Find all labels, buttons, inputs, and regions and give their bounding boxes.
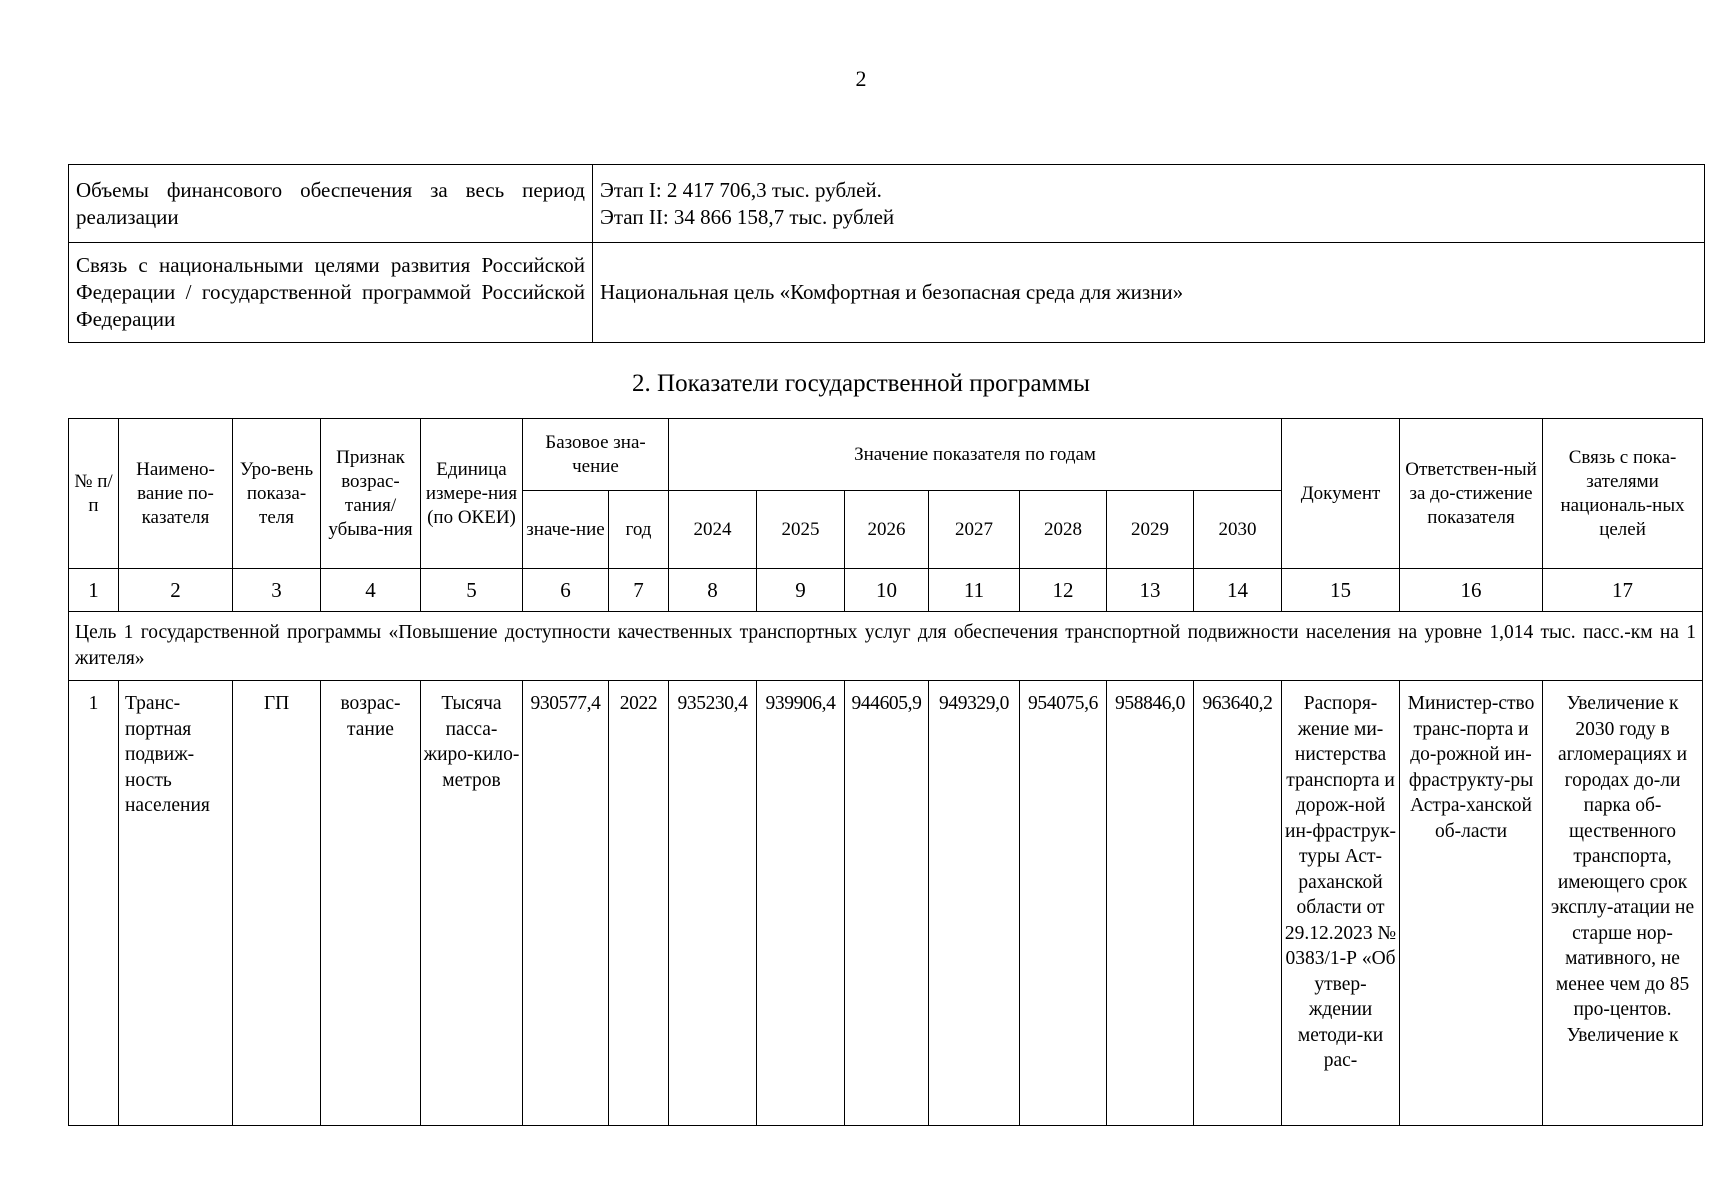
header-year: 2025 [757, 491, 845, 569]
column-number: 16 [1400, 569, 1543, 612]
row-name: Транс-портная подвиж-ность населения [119, 681, 233, 1126]
row-value: 944605,9 [845, 681, 929, 1126]
row-value: 958846,0 [1107, 681, 1194, 1126]
indicators-table [68, 418, 1703, 1126]
row-document: Распоря-жение ми-нистерства транспорта и дорож-ной ин-фраструк-туры Аст-раханской области от 29.12.2023 № 0383/1-Р «Об утвер-ждении методи-ки рас- [1282, 681, 1400, 1126]
column-number: 7 [609, 569, 669, 612]
column-number: 15 [1282, 569, 1400, 612]
header-year: 2028 [1020, 491, 1107, 569]
page-number: 2 [855, 66, 867, 91]
header-trend: Признак возрас-тания/ убыва-ния [321, 419, 421, 569]
national-goal-text: Национальная цель «Комфортная и безопасная среда для жизни» [600, 280, 1184, 304]
header-year: 2024 [669, 491, 757, 569]
header-document: Документ [1282, 419, 1400, 569]
column-number: 10 [845, 569, 929, 612]
summary-label-financing: Объемы финансового обеспечения за весь период реализации [69, 165, 593, 243]
summary-table [68, 164, 1705, 343]
row-value: 963640,2 [1194, 681, 1282, 1126]
row-value: 935230,4 [669, 681, 757, 1126]
column-number: 12 [1020, 569, 1107, 612]
summary-row-national-goals [69, 243, 1705, 343]
column-number: 3 [233, 569, 321, 612]
financing-stage-1: Этап I: 2 417 706,3 тыс. рублей. [600, 177, 882, 202]
header-year: 2029 [1107, 491, 1194, 569]
row-link: Увеличение к 2030 году в агломерациях и городах до-ли парка об-щественного транспорта, имеющего срок эксплу-атации не старше нор-мативного, не менее чем до 85 про-центов. Увеличение к [1543, 681, 1703, 1126]
row-value: 949329,0 [929, 681, 1020, 1126]
column-number: 2 [119, 569, 233, 612]
column-number: 4 [321, 569, 421, 612]
header-base: Базовое зна-чение [523, 419, 669, 491]
row-trend: возрас-тание [321, 681, 421, 1126]
header-num: № п/п [69, 419, 119, 569]
header-level: Уро-вень показа-теля [233, 419, 321, 569]
row-num: 1 [69, 681, 119, 1126]
column-number: 13 [1107, 569, 1194, 612]
summary-value-national-goals [593, 243, 1705, 343]
header-unit: Единица измере-ния (по ОКЕИ) [421, 419, 523, 569]
header-years-group: Значение показателя по годам [669, 419, 1282, 491]
header-year: 2027 [929, 491, 1020, 569]
row-base-value: 930577,4 [523, 681, 609, 1126]
header-year: 2030 [1194, 491, 1282, 569]
header-year: 2026 [845, 491, 929, 569]
row-value: 939906,4 [757, 681, 845, 1126]
summary-label-national-goals: Связь с национальными целями развития Российской Федерации / государственной программой Российской Федерации [69, 243, 593, 343]
column-number: 5 [421, 569, 523, 612]
column-number: 14 [1194, 569, 1282, 612]
row-base-year: 2022 [609, 681, 669, 1126]
row-value: 954075,6 [1020, 681, 1107, 1126]
header-base-value: значе-ние [523, 491, 609, 569]
financing-stage-2: Этап II: 34 866 158,7 тыс. рублей [600, 204, 895, 229]
header-link: Связь с пока-зателями националь-ных целей [1543, 419, 1703, 569]
column-number: 8 [669, 569, 757, 612]
column-number: 9 [757, 569, 845, 612]
column-numbers-row [69, 569, 1703, 612]
table-row [69, 681, 1703, 1126]
header-responsible: Ответствен-ный за до-стижение показателя [1400, 419, 1543, 569]
column-number: 17 [1543, 569, 1703, 612]
summary-row-financing [69, 165, 1705, 243]
summary-value-financing [593, 165, 1705, 243]
header-row-1 [69, 419, 1703, 491]
row-responsible: Министер-ство транс-порта и до-рожной ин-фраструкту-ры Астра-ханской об-ласти [1400, 681, 1543, 1126]
row-level: ГП [233, 681, 321, 1126]
goal-row [69, 612, 1703, 681]
column-number: 11 [929, 569, 1020, 612]
header-base-year: год [609, 491, 669, 569]
column-number: 1 [69, 569, 119, 612]
header-name: Наимено-вание по-казателя [119, 419, 233, 569]
row-unit: Тысяча пасса-жиро-кило-метров [421, 681, 523, 1126]
section-title: 2. Показатели государственной программы [632, 370, 1090, 397]
goal-text: Цель 1 государственной программы «Повышение доступности качественных транспортных услуг для обеспечения транспортной подвижности населения на уровне 1,014 тыс. пасс.-км на 1 жителя» [69, 612, 1703, 681]
column-number: 6 [523, 569, 609, 612]
